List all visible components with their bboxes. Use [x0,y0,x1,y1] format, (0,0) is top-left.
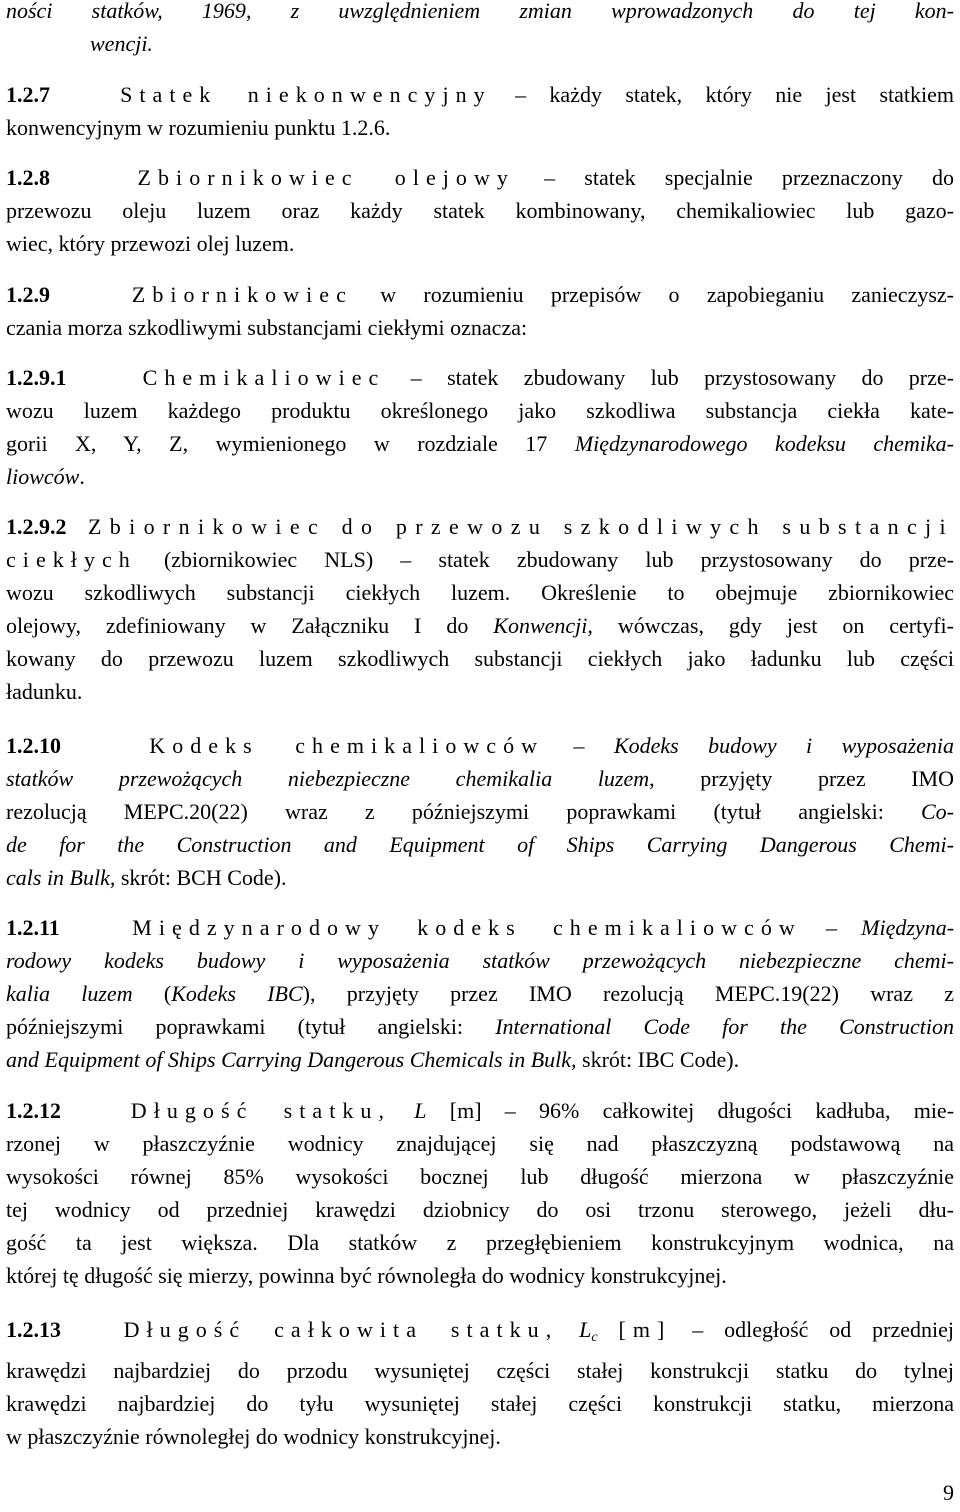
definition-1-2-11 [6,911,954,1076]
text-line: ności statków, 1969, z uwzględnieniem zmian wprowadzonych do tej kon- [6,0,954,23]
text-fragment: and Equipment of Ships Carrying Dangerous Chemicals in Bulk, [6,1047,577,1072]
page-number: 9 [943,1480,954,1505]
text-fragment: – [544,733,614,758]
definition-1-2-9-2 [6,510,954,708]
defined-term: Zbiornikowiec do przewozu szkodliwych substancji [87,514,955,539]
text-fragment: Międzyna- [861,915,955,940]
defined-term: Długość statku, [130,1098,391,1123]
text-fragment: kalia luzem [6,981,133,1006]
text-fragment: skrót: IBC Code). [576,1047,740,1072]
text-fragment: ), przyjęty przez IMO rezolucją MEPC.19(22) wraz z [302,981,954,1006]
definition-1-2-13 [6,1313,954,1453]
definition-text: – statek specjalnie przeznaczony do [514,165,955,190]
text-line: gość ta jest większa. Dla statków z przegłębieniem konstrukcyjnym wodnica, na [6,1230,954,1255]
text-fragment: skrót: BCH Code). [115,865,287,890]
text-fragment: . [79,464,85,489]
symbol-subscript: c [591,1330,598,1345]
definition-text: – każdy statek, który nie jest statkiem [491,82,954,107]
section-number: 1.2.7 [6,82,50,107]
document-title-ref: statków przewożących niebezpieczne chemikalia luzem [6,766,650,791]
text-fragment: cals in Bulk, [6,865,116,890]
text-line: rzonej w płaszczyźnie wodnicy znajdującej się nad płaszczyzną podstawową na [6,1131,954,1156]
document-title-ref: Konwencji [493,613,588,638]
definition-text: – odległość od przedniej [671,1317,954,1342]
defined-term: Chemikaliowiec [142,365,386,390]
definition-1-2-7 [6,78,954,144]
definition-1-2-9-1 [6,361,954,493]
document-title-ref: liowców [6,464,80,489]
text-line: wysokości równej 85% wysokości bocznej lub długość mierzona w płaszczyźnie [6,1164,954,1189]
text-fragment: późniejszymi poprawkami (tytuł angielski: [6,1014,496,1039]
defined-term: ciekłych [6,547,137,572]
text-fragment: , przyjęty przez IMO [649,766,954,791]
text-line: kowany do przewozu luzem szkodliwych substancji ciekłych jako ładunku lub części [6,646,954,671]
text-fragment: ( [132,981,172,1006]
text-fragment: International Code for the Construction [495,1014,954,1039]
definition-1-2-12 [6,1094,954,1292]
definition-text: – 96% całkowitej długości kadłuba, mie- [481,1098,955,1123]
section-number: 1.2.8 [6,165,50,190]
section-number: 1.2.9 [6,282,50,307]
text-line: wozu szkodliwych substancji ciekłych luzem. Określenie to obejmuje zbiornikowiec [6,580,954,605]
text-fragment: Kodeks IBC [171,981,303,1006]
intro-paragraph [6,0,954,60]
text-fragment: olejowy, zdefiniowany w Załączniku I do [6,613,494,638]
definition-1-2-8 [6,161,954,260]
text-line: wencji. [90,31,153,56]
text-line: de for the Construction and Equipment of Ships Carrying Dangerous Chemi- [6,832,954,857]
text-fragment: Co- [921,799,954,824]
definition-text: (zbiornikowiec NLS) – statek zbudowany lub przystosowany do prze- [136,547,954,572]
definition-text: w rozumieniu przepisów o zapobieganiu zanieczysz- [352,282,954,307]
unit: [m] [618,1317,672,1342]
defined-term: Statek niekonwencyjny [120,82,492,107]
defined-term: Zbiornikowiec [131,282,353,307]
text-line: której tę długość się mierzy, powinna być równoległa do wodnicy konstrukcyjnej. [6,1263,727,1288]
section-number: 1.2.9.2 [6,514,67,539]
section-number: 1.2.9.1 [6,365,67,390]
text-line: czania morza szkodliwymi substancjami ciekłymi oznacza: [6,315,528,340]
defined-term: Międzynarodowy kodeks chemikaliowców [132,915,802,940]
text-line: tej wodnicy od przedniej krawędzi dziobnicy do osi trzonu sterowego, jeżeli dłu- [6,1197,954,1222]
text-line: wiec, który przewozi olej luzem. [6,231,295,256]
defined-term: Długość całkowita statku, [123,1317,559,1342]
defined-term: Zbiornikowiec olejowy [137,165,515,190]
section-number: 1.2.13 [6,1317,61,1342]
symbol: L [579,1317,592,1342]
definition-1-2-10 [6,729,954,894]
text-line: konwencyjnym w rozumieniu punktu 1.2.6. [6,115,391,140]
text-fragment: , wówczas, gdy jest on certyfi- [587,613,954,638]
section-number: 1.2.11 [6,915,60,940]
definition-text: – statek zbudowany lub przystosowany do prze- [385,365,954,390]
text-line: krawędzi najbardziej do tyłu wysuniętej stałej części konstrukcji statku, mierzona [6,1391,954,1416]
symbol: L [414,1098,427,1123]
unit: [m] [426,1098,482,1123]
text-fragment: rezolucją MEPC.20(22) wraz z późniejszymi poprawkami (tytuł angielski: [6,799,921,824]
text-line: przewozu oleju luzem oraz każdy statek kombinowany, chemikaliowiec lub gazo- [6,198,954,223]
text-line: krawędzi najbardziej do przodu wysuniętej części stałej konstrukcji statku do tylnej [6,1358,954,1383]
text-fragment: – [801,915,862,940]
section-number: 1.2.10 [6,733,61,758]
document-title-ref: Międzynarodowego kodeksu chemika- [574,431,954,456]
section-number: 1.2.12 [6,1098,61,1123]
definition-1-2-9 [6,278,954,344]
text-line: rodowy kodeks budowy i wyposażenia statków przewożących niebezpieczne chemi- [6,948,954,973]
text-line: w płaszczyźnie równoległej do wodnicy konstrukcyjnej. [6,1424,501,1449]
text-line: ładunku. [6,679,83,704]
document-title-ref: Kodeks budowy i wyposażenia [613,733,955,758]
defined-term: Kodeks chemikaliowców [149,733,545,758]
text-fragment: gorii X, Y, Z, wymienionego w rozdziale 17 [6,431,575,456]
text-line: wozu luzem każdego produktu określonego jako szkodliwa substancja ciekła kate- [6,398,954,423]
